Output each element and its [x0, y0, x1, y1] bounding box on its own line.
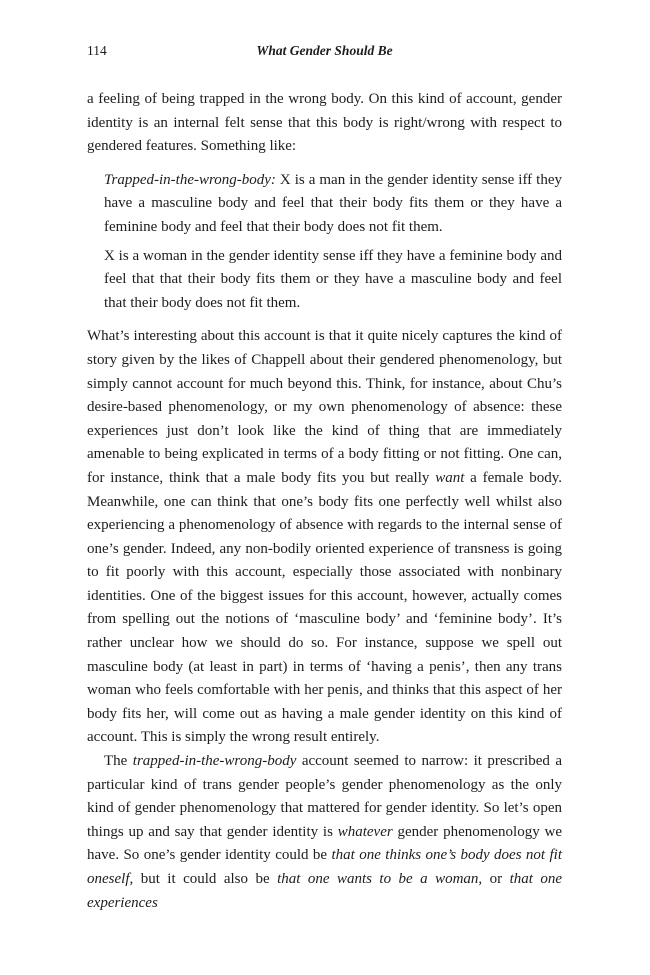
p2-emphasis-want: want — [435, 469, 465, 486]
p3-text-1: The — [104, 753, 133, 770]
running-header — [87, 43, 562, 65]
paragraph-3 — [87, 750, 562, 915]
paragraph-1: a feeling of being trapped in the wrong body. On this kind of account, gender identity is an internal felt sense that this body is right/wrong with respect to gendered features. Something like: — [87, 91, 562, 155]
p3-emphasis-2: that one wants to be a woman — [277, 871, 479, 887]
definition-man — [104, 169, 562, 240]
definition-man-text: X is a man in the gender identity sense iff they have a masculine body and feel that their body fits them or they have a feminine body and feel that their body does not fit them. — [104, 171, 562, 235]
body-text — [87, 88, 562, 915]
block-quote — [104, 169, 562, 316]
p3-text-3: gender phenomenology we have. So one’s gender identity could be — [87, 823, 562, 864]
p3-emphasis-3: that one experiences — [87, 871, 563, 911]
definition-woman: X is a woman in the gender identity sense iff they have a feminine body and feel that that their body fits them or they have a masculine body and feel that their body does not fit them. — [104, 247, 562, 311]
p3-text-5: , or — [478, 871, 510, 887]
paragraph-2 — [87, 325, 562, 750]
definition-term: Trapped-in-the-wrong-body: — [104, 171, 276, 188]
p2-text-1: What’s interesting about this account is that it quite nicely captures the kind of story given by the likes of Chappell about their gendered phenomenology, but simply cannot account for much beyond this. Think, for instance, about Chu’s desire-based phenomenology, or my own phenomenology of absence: these experiences just don’t look like the kind of thing that are immediately amenable to being explicated in terms of a body fitting or not fitting. One can, for instance, think that a male body fits you but really — [87, 328, 562, 486]
p3-text-4: , but it could also be — [129, 871, 278, 887]
p3-term: trapped-in-the-wrong-body — [132, 753, 297, 770]
page-number: 114 — [87, 43, 107, 58]
p2-text-2: a female body. Meanwhile, one can think that one’s body fits one perfectly well whilst also experiencing a phenomenology of absence with regards to the internal sense of one’s gender. Indeed, any non-bodily oriented experience of transness is going to fit poorly with this account, especially those associated with nonbinary identities. One of the biggest issues for this account, however, actually comes from spelling out the notions of ‘masculine body’ and ‘feminine body’. It’s rather unclear how we should do so. For instance, suppose we spell out masculine body (at least in part) in terms of ‘having a penis’, then any trans woman who feels comfortable with her penis, and thinks that this aspect of her body fits her, will come out as having a male gender identity on this kind of account. This is simply the wrong result entirely. — [87, 469, 562, 746]
p3-emphasis-1: that one thinks one’s body does not fit oneself — [87, 847, 562, 887]
running-title: What Gender Should Be — [256, 43, 393, 58]
p3-emphasis-whatever: whatever — [337, 823, 393, 840]
p3-text-2: account seemed to narrow: it prescribed a particular kind of trans gender people’s gender phenomenology as the only kind of gender phenomenology that mattered for gender identity. So let’s open things up and say that gender identity is — [87, 753, 562, 840]
